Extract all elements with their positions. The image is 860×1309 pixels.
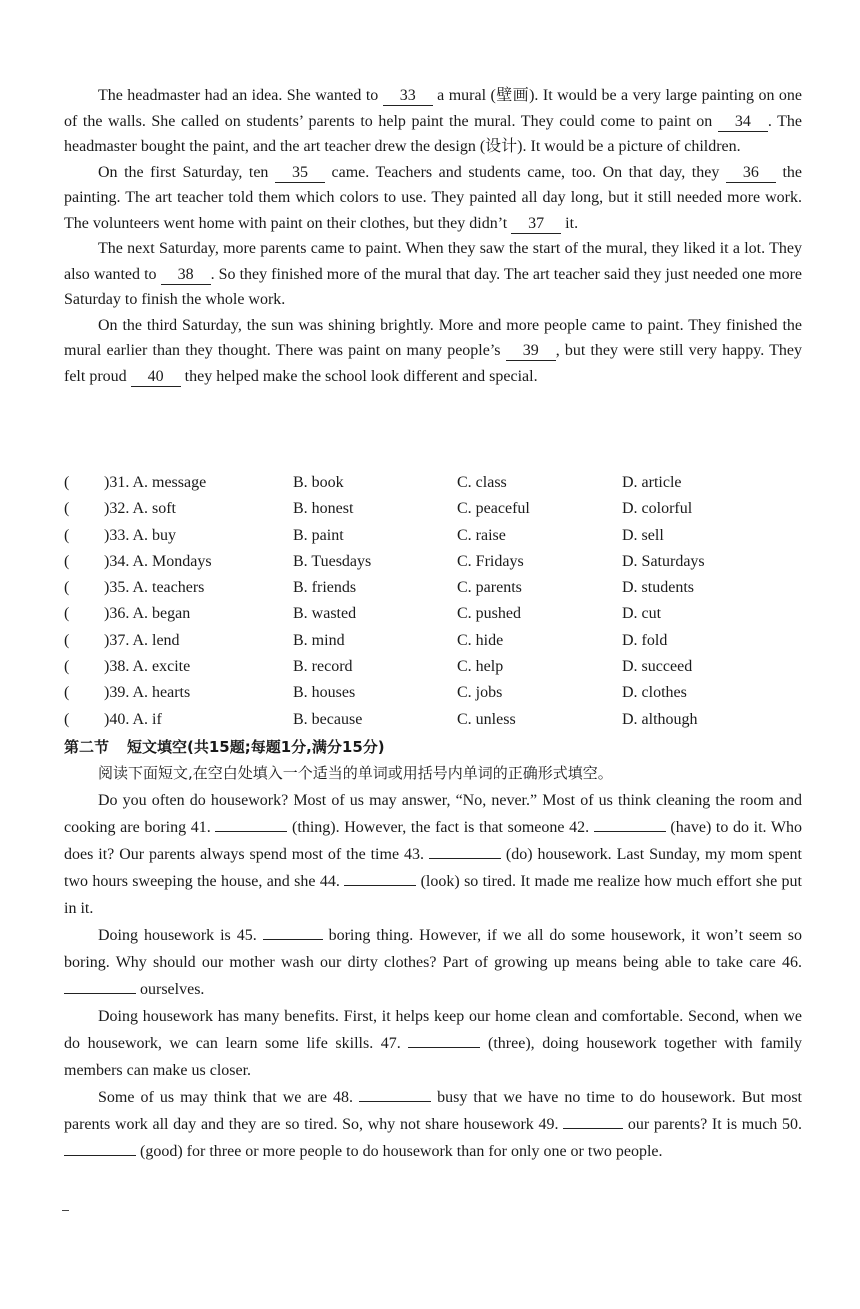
text-segment: . So they finished more of the mural that day. The art teacher said they just needed one more Saturday to finish the whole work. xyxy=(64,265,802,308)
paragraph xyxy=(64,1003,802,1084)
text-segment: . The headmaster bought the paint, and the art teacher drew the design (设计). It would be a picture of children. xyxy=(64,112,802,155)
text-segment: the painting. The art teacher told them which colors to use. They painted all day long, but it still needed more work. The volunteers went home with paint on their clothes, but they didn’t xyxy=(64,163,802,232)
option-row xyxy=(64,470,824,496)
answer-paren[interactable]: ( xyxy=(64,605,70,623)
text-segment: (do) housework. Last Sunday, my mom spent two hours sweeping the house, and she 44. xyxy=(64,846,803,890)
text-segment: The next Saturday, more parents came to paint. When they saw the start of the mural, they liked it a lot. They also wanted to xyxy=(64,240,802,283)
answer-paren[interactable]: ( xyxy=(64,500,70,518)
answer-blank[interactable]: 34 xyxy=(718,113,768,132)
text-segment: came. Teachers and students came, too. On that day, they xyxy=(324,163,726,181)
text-segment: The headmaster had an idea. She wanted to xyxy=(98,87,383,104)
option-d: D. clothes xyxy=(622,684,687,702)
option-d: D. fold xyxy=(622,631,668,649)
text-segment: busy that we have no time to do housework. But most parents work all day and they are so tired. So, why not share housework 49. xyxy=(64,1089,803,1133)
option-a: )31. A. message xyxy=(104,474,207,491)
option-row xyxy=(64,549,824,575)
option-a: )33. A. buy xyxy=(104,526,176,544)
option-a: )36. A. began xyxy=(104,605,191,623)
answer-blank[interactable]: 39 xyxy=(506,342,556,361)
section-title: 短文填空(共15题;每题1分,满分15分) xyxy=(127,738,385,756)
fill-in-passage xyxy=(64,787,802,1165)
answer-paren[interactable]: ( xyxy=(64,658,70,676)
option-row xyxy=(64,707,824,733)
paragraph xyxy=(64,160,802,237)
answer-blank[interactable] xyxy=(344,885,416,886)
option-b: B. wasted xyxy=(293,605,357,623)
option-d: D. although xyxy=(622,710,698,728)
option-c: C. pushed xyxy=(457,605,521,623)
paragraph xyxy=(64,787,802,922)
text-segment: it. xyxy=(561,214,579,232)
answer-paren[interactable]: ( xyxy=(64,579,70,597)
option-row xyxy=(64,680,824,706)
answer-paren[interactable]: ( xyxy=(64,552,70,570)
option-d: D. Saturdays xyxy=(622,552,705,570)
option-a: )38. A. excite xyxy=(104,658,191,676)
text-segment: (have) to do it. Who does it? Our parents always spend most of the time 43. xyxy=(64,819,803,863)
option-a: )34. A. Mondays xyxy=(104,552,212,570)
option-c: C. raise xyxy=(457,526,506,544)
paragraph xyxy=(64,1084,802,1165)
text-segment: Do you often do housework? Most of us may answer, “No, never.” Most of us think cleaning the room and cooking are boring 41. xyxy=(64,792,802,836)
option-row xyxy=(64,654,824,680)
answer-blank[interactable]: 33 xyxy=(383,87,433,106)
text-segment: On the first Saturday, ten xyxy=(98,163,275,181)
text-segment: boring thing. However, if we all do some housework, it won’t seem so boring. Why should our mother wash our dirty clothes? Part of growing up means being able to take care 46. xyxy=(64,927,802,971)
option-a: )39. A. hearts xyxy=(104,684,191,702)
paragraph xyxy=(64,236,802,313)
text-segment: On the third Saturday, the sun was shining brightly. More and more people came to paint. They finished the mural earlier than they thought. There was paint on many people’s xyxy=(64,316,802,359)
option-b: B. houses xyxy=(293,684,356,702)
option-b: B. friends xyxy=(293,579,357,597)
option-b: B. mind xyxy=(293,631,345,649)
text-segment: (three), doing housework together with family members can make us closer. xyxy=(64,1035,802,1079)
option-d: D. colorful xyxy=(622,500,693,518)
option-d: D. students xyxy=(622,579,694,597)
answer-paren[interactable]: ( xyxy=(64,631,70,649)
option-b: B. Tuesdays xyxy=(293,552,372,570)
answer-blank[interactable] xyxy=(594,831,666,832)
option-c: C. unless xyxy=(457,710,516,728)
answer-blank[interactable]: 35 xyxy=(275,164,325,183)
option-c: C. jobs xyxy=(457,684,503,702)
answer-blank[interactable] xyxy=(563,1128,623,1129)
answer-blank[interactable] xyxy=(429,858,501,859)
answer-blank[interactable] xyxy=(215,831,287,832)
answer-blank[interactable] xyxy=(263,939,323,940)
answer-paren[interactable]: ( xyxy=(64,710,70,728)
answer-blank[interactable]: 36 xyxy=(726,164,776,183)
section-heading xyxy=(64,735,824,759)
paragraph xyxy=(64,83,802,160)
options-table xyxy=(64,470,824,733)
answer-blank[interactable] xyxy=(359,1101,431,1102)
option-c: C. hide xyxy=(457,631,504,649)
option-c: C. Fridays xyxy=(457,552,524,570)
text-segment: Doing housework has many benefits. First, it helps keep our home clean and comfortable. Second, when we do housework, we can learn some life skills. 47. xyxy=(64,1008,802,1052)
paragraph xyxy=(64,922,802,1003)
answer-blank[interactable] xyxy=(64,993,136,994)
option-b: B. paint xyxy=(293,526,344,544)
option-c: C. help xyxy=(457,658,504,676)
text-segment: a mural (壁画). It would be a very large painting on one of the walls. She called on students’ parents to help paint the mural. They could come to paint on xyxy=(64,87,802,130)
text-segment: ourselves. xyxy=(136,981,205,998)
option-b: B. book xyxy=(293,474,344,491)
answer-blank[interactable] xyxy=(64,1155,136,1156)
option-c: C. parents xyxy=(457,579,522,597)
paragraph xyxy=(64,313,802,390)
option-d: D. succeed xyxy=(622,658,693,676)
section-instruction: 阅读下面短文,在空白处填入一个适当的单词或用括号内单词的正确形式填空。 xyxy=(98,764,613,782)
option-a: )35. A. teachers xyxy=(104,579,205,597)
text-segment: Doing housework is 45. xyxy=(98,927,263,944)
option-b: B. honest xyxy=(293,500,354,518)
section-label: 第二节 xyxy=(64,738,110,756)
answer-blank[interactable]: 40 xyxy=(131,368,181,387)
option-row xyxy=(64,523,824,549)
option-a: )32. A. soft xyxy=(104,500,176,518)
text-segment: (good) for three or more people to do housework than for only one or two people. xyxy=(136,1143,663,1160)
option-d: D. article xyxy=(622,474,682,491)
text-segment: , but they were still very happy. They felt proud xyxy=(64,342,802,385)
answer-paren[interactable]: ( xyxy=(64,474,70,491)
page-mark xyxy=(62,1210,69,1211)
answer-blank[interactable]: 38 xyxy=(161,266,211,285)
text-segment: our parents? It is much 50. xyxy=(623,1116,802,1133)
option-c: C. peaceful xyxy=(457,500,530,518)
cloze-passage xyxy=(64,83,802,389)
option-c: C. class xyxy=(457,474,507,491)
option-row xyxy=(64,601,824,627)
option-row xyxy=(64,575,824,601)
answer-blank[interactable]: 37 xyxy=(511,215,561,234)
option-b: B. because xyxy=(293,710,363,728)
option-row xyxy=(64,628,824,654)
text-segment: (look) so tired. It made me realize how much effort she put in it. xyxy=(64,873,802,917)
text-segment: Some of us may think that we are 48. xyxy=(98,1089,360,1106)
option-a: )40. A. if xyxy=(104,710,162,728)
option-row xyxy=(64,496,824,522)
option-d: D. cut xyxy=(622,605,662,623)
answer-paren[interactable]: ( xyxy=(64,684,70,702)
text-segment: they helped make the school look different and special. xyxy=(180,367,538,385)
option-b: B. record xyxy=(293,658,353,676)
answer-blank[interactable] xyxy=(408,1047,480,1048)
text-segment: (thing). However, the fact is that someone 42. xyxy=(287,819,594,836)
option-a: )37. A. lend xyxy=(104,631,180,649)
option-d: D. sell xyxy=(622,526,664,544)
answer-paren[interactable]: ( xyxy=(64,526,70,544)
